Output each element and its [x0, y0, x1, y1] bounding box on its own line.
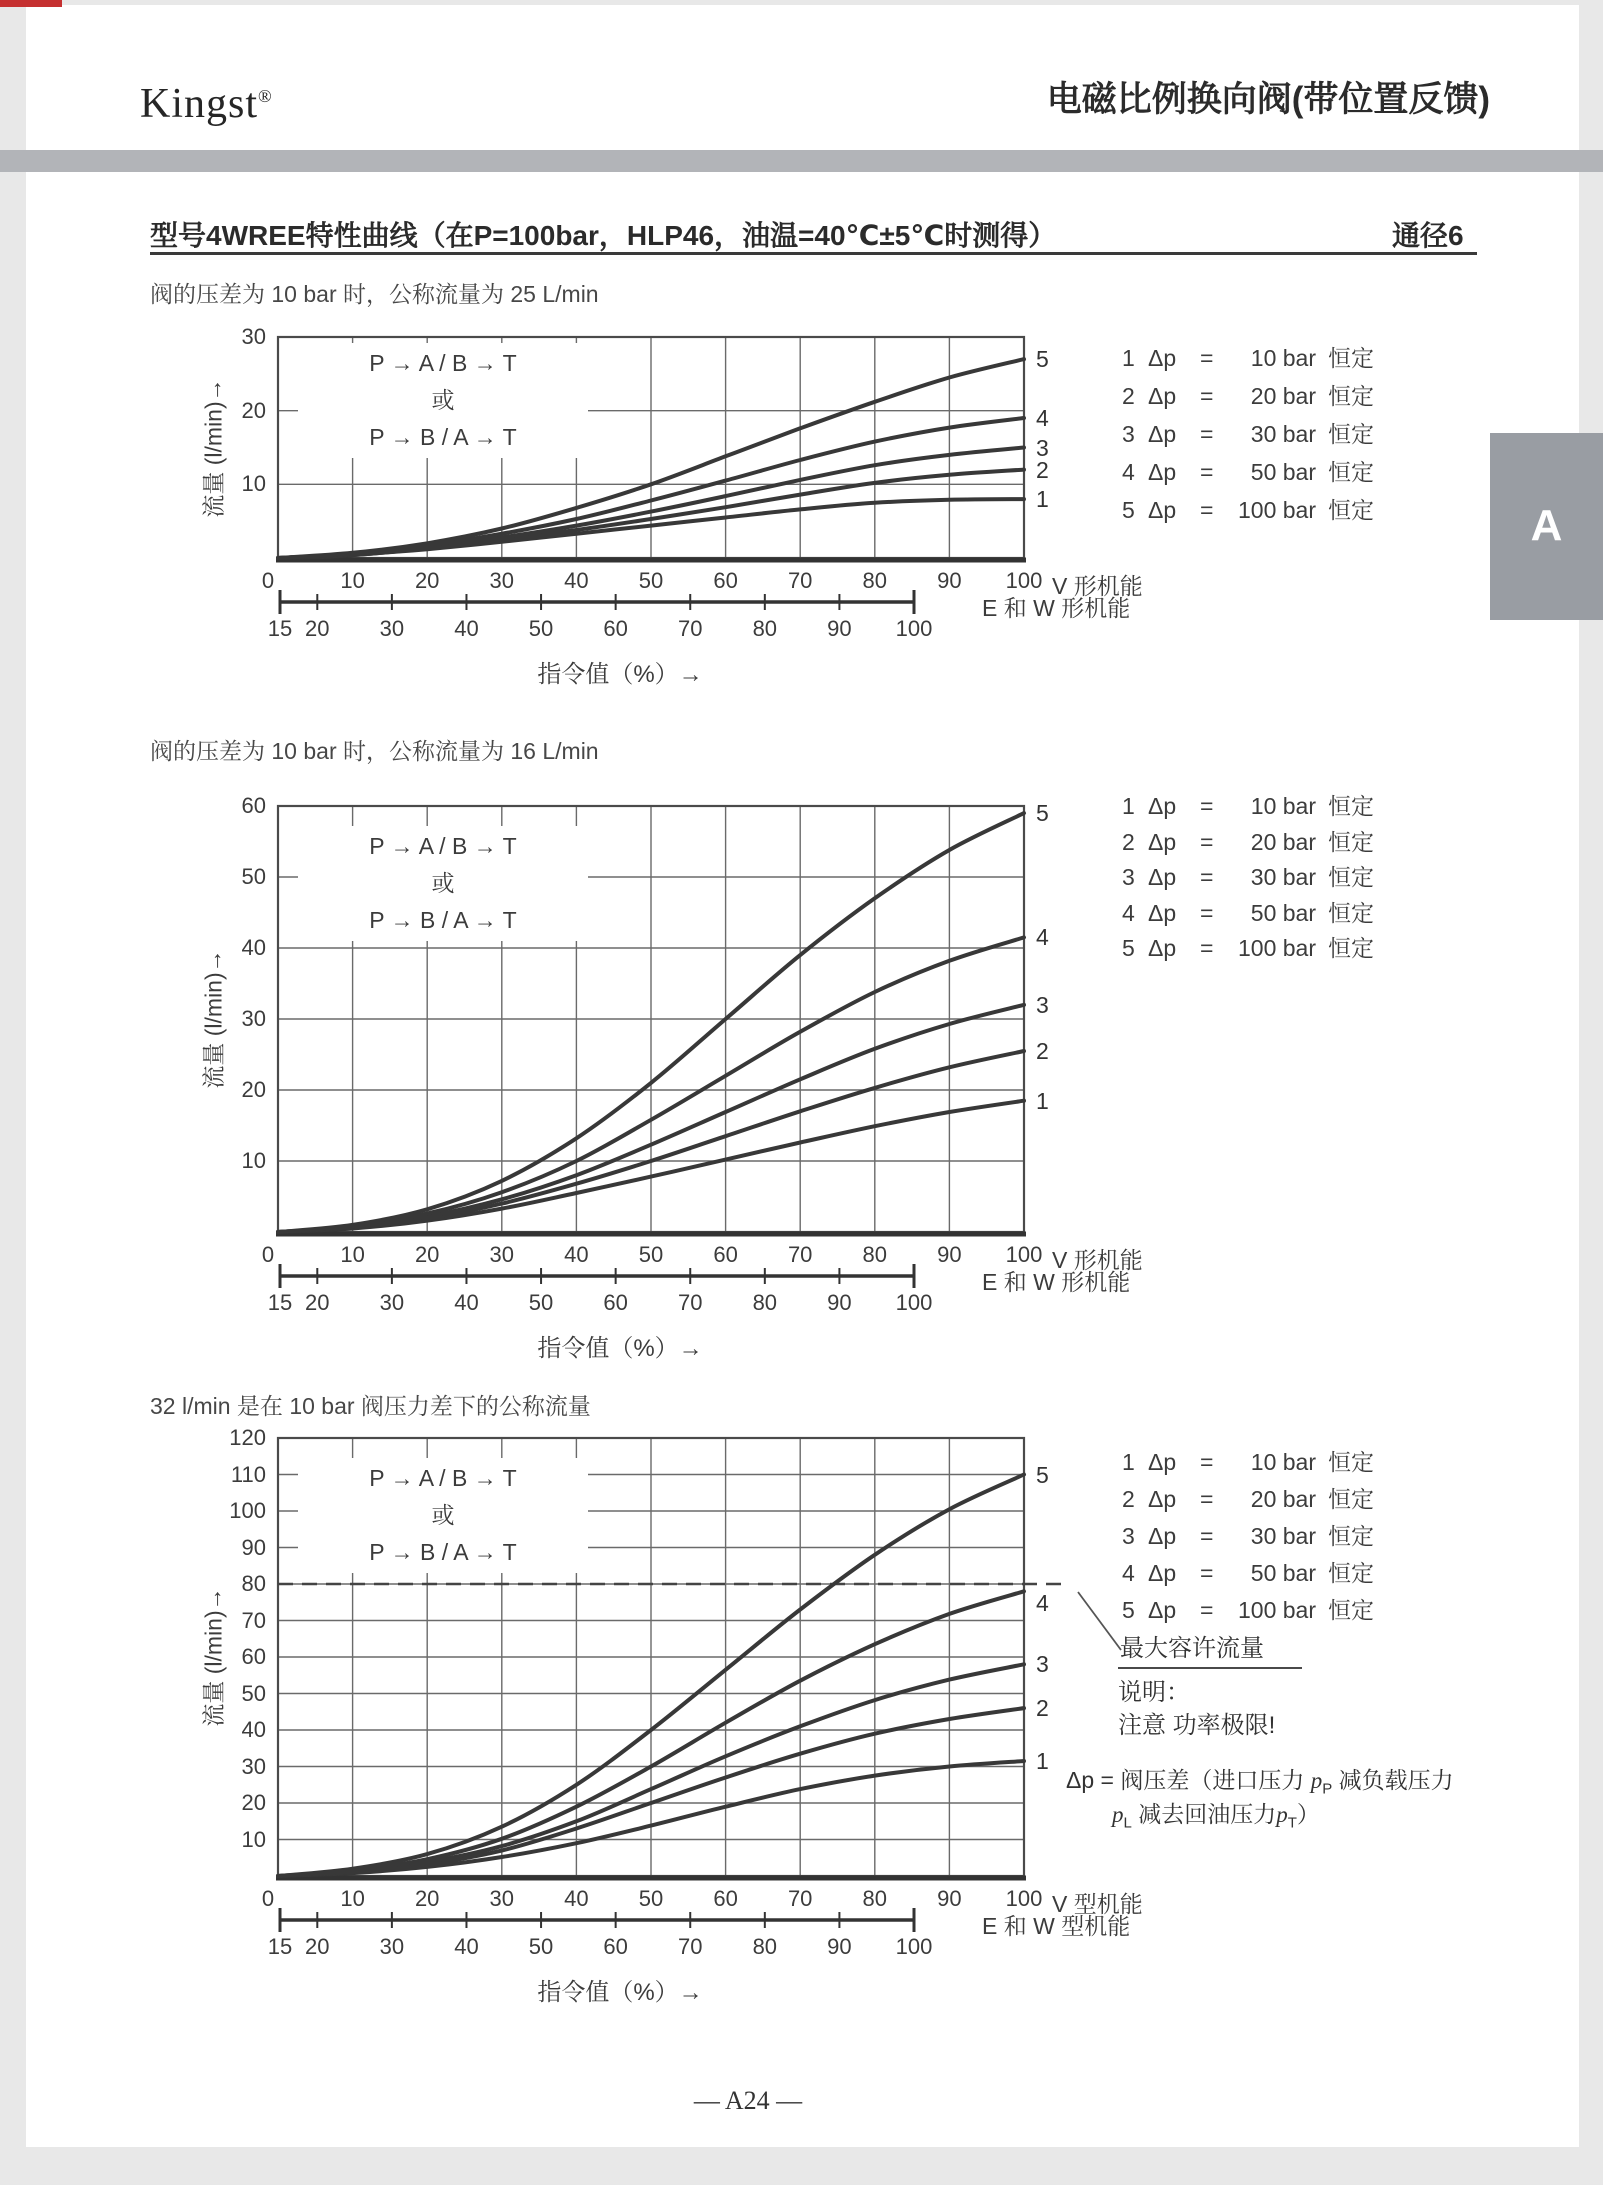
chart3-legend-row-1 — [1122, 1444, 1374, 1477]
chart2-spool-label-line: P → B / A → T — [369, 907, 517, 933]
chart1-ew-tick-label: 30 — [379, 616, 405, 641]
chart1-x-tick-label: 100 — [1005, 568, 1043, 593]
chart3-legend-sym: Δp — [1148, 1449, 1177, 1475]
chart3-legend-val: 10 bar — [1250, 1449, 1316, 1475]
chart1-legend-suf: 恒定 — [1328, 459, 1374, 485]
chart3-curve-label-2: 2 — [1036, 1695, 1049, 1722]
chart1-legend-eq: = — [1200, 497, 1214, 523]
chart3-legend-val: 20 bar — [1250, 1486, 1316, 1512]
chart3-y-tick-label: 100 — [229, 1498, 266, 1523]
chart1-legend-eq: = — [1200, 421, 1214, 447]
chart3-x-tick-label: 40 — [564, 1886, 589, 1911]
chart2-legend-eq: = — [1200, 899, 1214, 926]
chart1-x-tick-label: 10 — [340, 568, 365, 593]
chart1-legend-sym: Δp — [1148, 459, 1177, 485]
chart2-ew-tick-label: 30 — [379, 1290, 405, 1315]
chart2-x-tick-label: 30 — [489, 1242, 515, 1267]
chart2-y-tick-label: 50 — [241, 864, 266, 889]
chart3-y-tick-label: 80 — [241, 1571, 266, 1596]
chart1-x-tick-label: 30 — [489, 568, 515, 593]
chart1-ew-tick-label: 60 — [603, 616, 628, 641]
chart3-ew-tick-label: 60 — [603, 1934, 628, 1959]
chart1-legend-sym: Δp — [1148, 421, 1177, 447]
chart1-curve-label-4: 4 — [1036, 405, 1049, 432]
chart1-legend-row-5 — [1122, 492, 1374, 525]
chart2-legend-eq: = — [1200, 864, 1214, 890]
chart3-spool-label — [298, 1458, 588, 1573]
chart2-curve-label-3: 3 — [1036, 991, 1049, 1018]
chart3-legend-suf: 恒定 — [1328, 1597, 1374, 1623]
chart3-legend-suf: 恒定 — [1328, 1523, 1374, 1549]
chart1-legend-sym: Δp — [1148, 383, 1177, 409]
chart2-legend-sym: Δp — [1148, 793, 1177, 819]
chart3-legend-val: 100 bar — [1237, 1597, 1316, 1623]
chart3-curve-label-5: 5 — [1036, 1461, 1049, 1488]
chart3-ew-tick-label: 20 — [305, 1934, 330, 1959]
chart2-legend-row-3 — [1122, 859, 1374, 892]
chart2-legend-n: 4 — [1122, 899, 1135, 926]
chart3-y-tick-label: 60 — [241, 1644, 266, 1669]
chart3-max-flow-text: 最大容许流量 — [1118, 1635, 1302, 1669]
chart3-legend-row-3 — [1122, 1518, 1374, 1551]
chart3-ew-tick-label: 80 — [752, 1934, 778, 1959]
chart2-x-tick-label: 70 — [787, 1242, 813, 1267]
chart3-ew-tick-label: 70 — [677, 1934, 703, 1959]
chart3-x-tick-label: 100 — [1005, 1886, 1043, 1911]
chart3-ew-tick-label: 30 — [379, 1934, 405, 1959]
chart3-legend-eq: = — [1200, 1449, 1214, 1475]
chart3-legend-row-5 — [1122, 1592, 1374, 1625]
chart1-spool-label-line: 或 — [431, 387, 455, 413]
chart3-ew-tick-label: 40 — [454, 1934, 479, 1959]
chart2-x-tick-label: 10 — [340, 1242, 365, 1267]
chart3-legend-n: 3 — [1122, 1523, 1135, 1549]
registered-mark: ® — [258, 86, 273, 106]
chart2-legend-eq: = — [1200, 828, 1214, 855]
chart3-y-tick-label: 30 — [241, 1753, 266, 1779]
chart3-legend-val: 30 bar — [1250, 1523, 1316, 1549]
chart3-legend-eq: = — [1200, 1597, 1214, 1623]
chart2-legend-sym: Δp — [1148, 935, 1177, 961]
chart3-x-tick-label: 30 — [489, 1886, 515, 1911]
chart1-curve-label-2: 2 — [1036, 456, 1049, 483]
chart1-x-axis-title: 指令值（%）→ — [537, 661, 703, 688]
chart3-x-tick-label: 0 — [261, 1886, 275, 1911]
chart3-y-tick-label: 70 — [241, 1607, 266, 1633]
chart1-legend-val: 100 bar — [1237, 497, 1316, 523]
chart1-spool-label — [298, 343, 588, 458]
chart3-y-tick-label: 90 — [241, 1534, 266, 1560]
chart2-ew-tick-label: 90 — [827, 1290, 852, 1315]
chart1-x-tick-label: 70 — [787, 568, 813, 593]
chart3-y-tick-label: 50 — [241, 1680, 266, 1706]
chart2-legend-val: 30 bar — [1250, 864, 1316, 890]
chart2-curve-label-4: 4 — [1036, 924, 1049, 951]
chart1-ew-scale — [270, 589, 930, 615]
chart3-legend-sym: Δp — [1148, 1560, 1177, 1586]
chart3-v-spool-label: V 型机能 — [1052, 1891, 1143, 1917]
chart1-curve-label-1: 1 — [1036, 486, 1049, 513]
chart3-ew-scale — [270, 1907, 930, 1933]
chart2-legend-val: 20 bar — [1250, 828, 1316, 855]
chart1-x-tick-label: 0 — [261, 568, 275, 593]
chart3-x-tick-label: 50 — [638, 1886, 664, 1911]
chart2-spool-label — [298, 826, 588, 941]
chart2-legend-sym: Δp — [1148, 828, 1177, 855]
chart1-x-tick-label: 50 — [638, 568, 664, 593]
chart3-ew-tick-label: 100 — [895, 1934, 933, 1959]
chart1-legend-eq: = — [1200, 383, 1214, 409]
header-title: 电磁比例换向阀(带位置反馈) — [1046, 80, 1490, 119]
chart1-legend-row-1 — [1122, 340, 1374, 373]
chart1-x-tick-label: 40 — [564, 568, 589, 593]
chart2-subtitle: 阀的压差为 10 bar 时，公称流量为 16 L/min — [150, 738, 599, 764]
chart1-ew-tick-label: 20 — [305, 616, 330, 641]
chart1-legend-n: 2 — [1122, 383, 1135, 409]
chart2-curve-label-5: 5 — [1036, 800, 1049, 827]
chart2-v-spool-label: V 形机能 — [1052, 1247, 1143, 1273]
chart2-legend-row-2 — [1122, 824, 1374, 857]
chart3-dp-note-line2: $p_L$ 减去回油压力$p_T$） — [1112, 1801, 1320, 1832]
chart2-ew-tick-label: 15 — [267, 1290, 293, 1315]
chart1-legend-eq: = — [1200, 345, 1214, 371]
chart1-ew-tick-label: 100 — [895, 616, 933, 641]
chart2-legend-suf: 恒定 — [1328, 828, 1374, 855]
chart1-legend-val: 50 bar — [1250, 459, 1316, 485]
chart2-ew-tick-label: 60 — [603, 1290, 628, 1315]
chart3-dp-note-line1: Δp = 阀压差（进口压力 $p_P$ 减负载压力 — [1066, 1767, 1454, 1798]
chart1-legend-suf: 恒定 — [1328, 497, 1374, 523]
chart2-legend-val: 100 bar — [1237, 935, 1316, 961]
chart2-legend-val: 10 bar — [1250, 793, 1316, 819]
chart1-legend-val: 10 bar — [1250, 345, 1316, 371]
chart3-legend-n: 2 — [1122, 1486, 1135, 1512]
chart2-ew-spool-label: E 和 W 形机能 — [982, 1269, 1131, 1295]
chart1-ew-tick-label: 90 — [827, 616, 852, 641]
chart3-x-tick-label: 60 — [713, 1886, 738, 1911]
chart2-legend-row-4 — [1122, 895, 1374, 928]
chart2-legend-val: 50 bar — [1250, 899, 1316, 926]
chart1-y-axis-title: 流量 (l/min)→ — [200, 377, 227, 518]
chart1-ew-tick-label: 40 — [454, 616, 479, 641]
chart1-legend-n: 1 — [1122, 345, 1135, 371]
chart2-ew-tick-label: 70 — [677, 1290, 703, 1315]
chart3-legend-eq: = — [1200, 1560, 1214, 1586]
chart1-legend-val: 20 bar — [1250, 383, 1316, 409]
chart3-legend-suf: 恒定 — [1328, 1449, 1374, 1475]
chart3-x-tick-label: 20 — [414, 1886, 440, 1911]
chart2-ew-tick-label: 20 — [305, 1290, 330, 1315]
chart2-legend-suf: 恒定 — [1328, 864, 1374, 890]
chart2-y-tick-label: 20 — [241, 1077, 266, 1102]
chart3-legend-eq: = — [1200, 1523, 1214, 1549]
chart1-legend-suf: 恒定 — [1328, 383, 1374, 409]
chart2-legend-suf: 恒定 — [1328, 899, 1374, 926]
print-mark — [0, 0, 62, 7]
section-title: 型号4WREE特性曲线（在P=100bar，HLP46，油温=40℃±5℃时测得） — [150, 220, 1057, 251]
header-divider-bar — [0, 150, 1603, 172]
chart1-curve-label-5: 5 — [1036, 346, 1049, 373]
chart1-x-tick-label: 60 — [713, 568, 738, 593]
chart2-x-tick-label: 40 — [564, 1242, 589, 1267]
brand-logo — [140, 80, 273, 128]
chart1-subtitle: 阀的压差为 10 bar 时，公称流量为 25 L/min — [150, 281, 599, 307]
chart3-spool-label-line: 或 — [431, 1502, 455, 1528]
chart1-y-tick-label: 30 — [241, 324, 266, 349]
size-tag: 通径6 — [1392, 220, 1464, 251]
section-underline — [150, 252, 1477, 255]
chart3-spool-label-line: P → B / A → T — [369, 1539, 517, 1565]
chart2-ew-tick-label: 100 — [895, 1290, 933, 1315]
chart1-y-tick-label: 20 — [241, 397, 266, 423]
chart1-x-tick-label: 90 — [937, 568, 962, 593]
chart3-curve-label-1: 1 — [1036, 1748, 1049, 1775]
chart3-x-tick-label: 80 — [862, 1886, 888, 1911]
chart1-ew-tick-label: 15 — [267, 616, 293, 641]
chart1-ew-tick-label: 70 — [677, 616, 703, 641]
chart2-y-tick-label: 40 — [241, 935, 266, 960]
chart3-legend-sym: Δp — [1148, 1486, 1177, 1512]
chart1-legend-sym: Δp — [1148, 345, 1177, 371]
chart3-note-body: 注意 功率极限! — [1118, 1712, 1276, 1739]
chart3-legend-val: 50 bar — [1250, 1560, 1316, 1586]
chart1-x-tick-label: 80 — [862, 568, 888, 593]
chart2-legend-eq: = — [1200, 935, 1214, 961]
chart1-legend-row-4 — [1122, 454, 1374, 487]
chart1-legend-sym: Δp — [1148, 497, 1177, 523]
chart1-legend-row-2 — [1122, 378, 1374, 411]
chart2-legend-sym: Δp — [1148, 864, 1177, 890]
chart2-x-tick-label: 90 — [937, 1242, 962, 1267]
chart1-legend-row-3 — [1122, 416, 1374, 449]
chart2-x-tick-label: 100 — [1005, 1242, 1043, 1267]
chart3-y-tick-label: 40 — [241, 1717, 266, 1742]
brand-text: Kingst — [140, 81, 259, 127]
chart2-spool-label-line: P → A / B → T — [369, 833, 517, 859]
chart1-legend-n: 3 — [1122, 421, 1135, 447]
chart3-note-title: 说明： — [1118, 1679, 1190, 1706]
side-tab-letter: A — [1530, 501, 1563, 550]
chart1-spool-label-line: P → B / A → T — [369, 424, 517, 450]
chart2-x-tick-label: 50 — [638, 1242, 664, 1267]
chart2-x-tick-label: 80 — [862, 1242, 888, 1267]
chart3-ew-tick-label: 50 — [528, 1934, 554, 1959]
page-number: — A24 — — [693, 2086, 803, 2115]
chart2-curve-label-2: 2 — [1036, 1037, 1049, 1064]
chart3-x-tick-label: 10 — [340, 1886, 365, 1911]
chart3-legend-sym: Δp — [1148, 1597, 1177, 1623]
chart1-ew-tick-label: 80 — [752, 616, 778, 641]
chart2-ew-tick-label: 50 — [528, 1290, 554, 1315]
chart3-legend-row-2 — [1122, 1481, 1374, 1514]
chart3-y-axis-title: 流量 (l/min)→ — [200, 1587, 227, 1727]
chart3-legend-sym: Δp — [1148, 1523, 1177, 1549]
chart3-legend-eq: = — [1200, 1486, 1214, 1512]
chart3-curve-label-4: 4 — [1036, 1590, 1049, 1617]
chart1-ew-spool-label: E 和 W 形机能 — [982, 595, 1131, 621]
chart2-x-tick-label: 0 — [261, 1242, 275, 1267]
chart2-x-tick-label: 20 — [414, 1242, 440, 1267]
chart2-curve-label-1: 1 — [1036, 1087, 1049, 1114]
chart2-legend-row-1 — [1122, 788, 1374, 821]
chart3-legend-n: 5 — [1122, 1597, 1135, 1623]
chart1-legend-n: 5 — [1122, 497, 1135, 523]
chart2-legend-suf: 恒定 — [1328, 793, 1374, 819]
chart2-y-tick-label: 60 — [241, 793, 266, 818]
chart1-legend-eq: = — [1200, 459, 1214, 485]
chart1-spool-label-line: P → A / B → T — [369, 350, 517, 376]
chart1-ew-tick-label: 50 — [528, 616, 554, 641]
chart3-max-flow-label — [1118, 1628, 1302, 1663]
chart2-spool-label-line: 或 — [431, 870, 455, 896]
chart2-ew-tick-label: 80 — [752, 1290, 778, 1315]
chart3-legend-n: 4 — [1122, 1560, 1135, 1586]
chart1-v-spool-label: V 形机能 — [1052, 573, 1143, 599]
chart3-x-axis-title: 指令值（%）→ — [537, 1979, 703, 2006]
chart2-legend-suf: 恒定 — [1328, 935, 1374, 961]
chart3-x-tick-label: 70 — [787, 1886, 813, 1911]
chart2-legend-sym: Δp — [1148, 899, 1177, 926]
chart1-y-tick-label: 10 — [241, 471, 266, 497]
chart3-curve-label-3: 3 — [1036, 1651, 1049, 1678]
chart1-x-tick-label: 20 — [414, 568, 440, 593]
chart3-y-tick-label: 120 — [229, 1425, 266, 1450]
chart2-legend-n: 1 — [1122, 793, 1135, 819]
chart3-y-tick-label: 110 — [230, 1461, 266, 1487]
chart3-legend-n: 1 — [1122, 1449, 1135, 1475]
chart3-subtitle: 32 l/min 是在 10 bar 阀压力差下的公称流量 — [150, 1393, 591, 1419]
chart3-legend-suf: 恒定 — [1328, 1560, 1374, 1586]
chart3-ew-spool-label: E 和 W 型机能 — [982, 1913, 1131, 1939]
chart1-legend-n: 4 — [1122, 459, 1135, 485]
chart2-legend-n: 3 — [1122, 864, 1135, 890]
chart2-ew-scale — [270, 1263, 930, 1289]
chart2-legend-eq: = — [1200, 793, 1214, 819]
chart2-x-axis-title: 指令值（%）→ — [537, 1335, 703, 1362]
chart2-legend-n: 5 — [1122, 935, 1135, 961]
chart3-y-tick-label: 20 — [241, 1790, 266, 1815]
chart1-curve-label-3: 3 — [1036, 434, 1049, 461]
chart1-legend-suf: 恒定 — [1328, 421, 1374, 447]
chart2-y-tick-label: 30 — [241, 1006, 266, 1031]
chart2-legend-n: 2 — [1122, 828, 1135, 855]
chart1-legend-val: 30 bar — [1250, 421, 1316, 447]
chart3-spool-label-line: P → A / B → T — [369, 1465, 517, 1491]
chart2-x-tick-label: 60 — [713, 1242, 738, 1267]
chart3-ew-tick-label: 90 — [827, 1934, 852, 1959]
chart3-y-tick-label: 10 — [241, 1826, 266, 1852]
chart3-ew-tick-label: 15 — [267, 1934, 293, 1959]
chart2-legend-row-5 — [1122, 930, 1374, 963]
chart1-legend-suf: 恒定 — [1328, 345, 1374, 371]
chart2-ew-tick-label: 40 — [454, 1290, 479, 1315]
chart2-y-axis-title: 流量 (l/min)→ — [200, 949, 227, 1089]
chart3-legend-row-4 — [1122, 1555, 1374, 1588]
chart3-legend-suf: 恒定 — [1328, 1486, 1374, 1512]
side-tab-a — [1490, 433, 1603, 620]
chart2-y-tick-label: 10 — [241, 1148, 266, 1173]
chart3-x-tick-label: 90 — [937, 1886, 962, 1911]
